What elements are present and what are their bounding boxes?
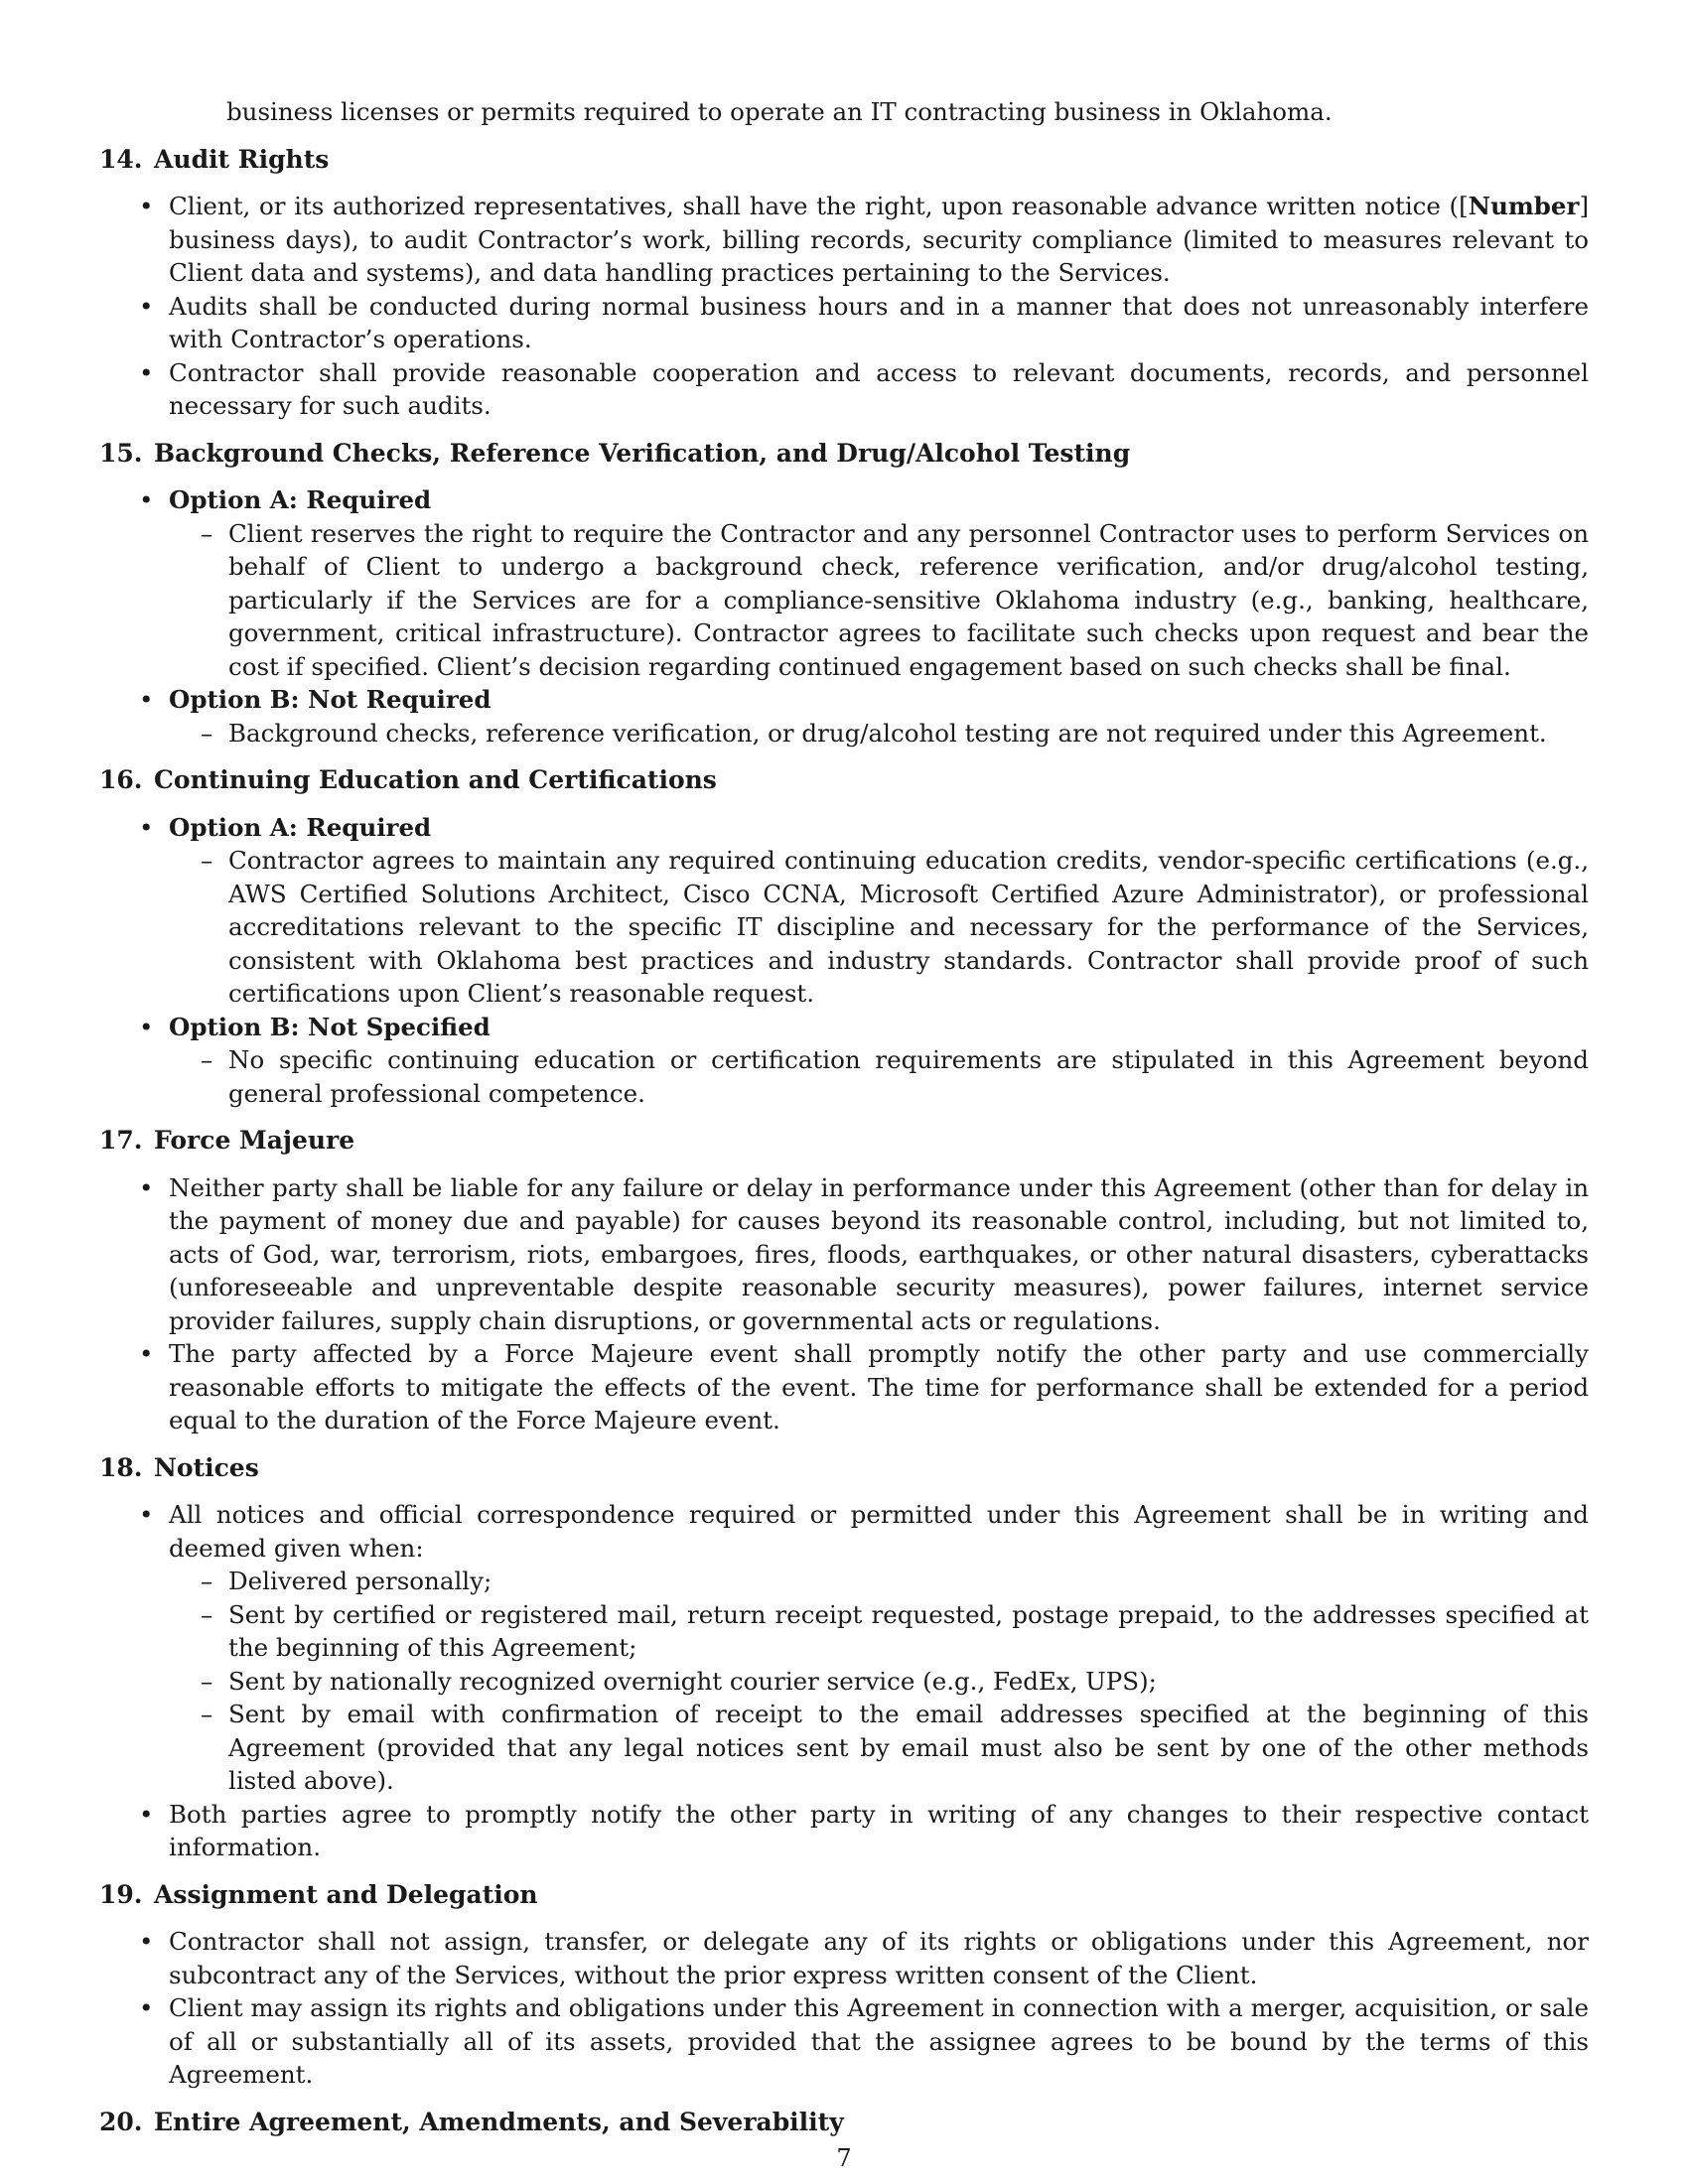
bullet-item: • Audits shall be conducted during normal business hours and in a manner that does not unreasonably interfere with Contractor’s operations.	[99, 290, 1589, 356]
section-14-heading	[99, 143, 1589, 177]
section-15-list	[99, 483, 1589, 750]
option-label: Option A: Required	[169, 812, 432, 842]
sub-list	[169, 844, 1589, 1011]
section-20-heading	[99, 2106, 1589, 2139]
section-number: 16.	[99, 765, 143, 794]
bullet-item: • The party affected by a Force Majeure event shall promptly notify the other party and use commercially reasonable efforts to mitigate the effects of the event. The time for performance shall be extended for a period equal to the duration of the Force Majeure event.	[99, 1337, 1589, 1437]
dash-item: – Sent by certified or registered mail, return receipt requested, postage prepaid, to the addresses specified at the beginning of this Agreement;	[169, 1598, 1589, 1665]
dash-item: – Background checks, reference verification, or drug/alcohol testing are not required under this Agreement.	[169, 717, 1589, 751]
placeholder-number: Number	[1468, 192, 1580, 220]
dash-item: – Contractor agrees to maintain any required continuing education credits, vendor-specific certifications (e.g., AWS Certified Solutions Architect, Cisco CCNA, Microsoft Certified Azure Administrator), or professional accreditations relevant to the specific IT discipline and necessary for the performance of the Services, consistent with Oklahoma best practices and industry standards. Contractor shall provide proof of such certifications upon Client’s reasonable request.	[169, 844, 1589, 1011]
section-17-list	[99, 1171, 1589, 1437]
dash-item: – Client reserves the right to require the Contractor and any personnel Contractor uses to perform Services on behalf of Client to undergo a background check, reference verification, and/or drug/alcohol testing, particularly if the Services are for a compliance-sensitive Oklahoma industry (e.g., banking, healthcare, government, critical infrastructure). Contractor agrees to facilitate such checks upon request and bear the cost if specified. Client’s decision regarding continued engagement based on such checks shall be final.	[169, 517, 1589, 684]
section-title: Assignment and Delegation	[154, 1879, 538, 1909]
section-18-list	[99, 1498, 1589, 1864]
option-b-item	[99, 1011, 1589, 1111]
section-number: 14.	[99, 144, 143, 174]
section-title: Audit Rights	[154, 144, 330, 174]
section-title: Background Checks, Reference Verification, and Drug/Alcohol Testing	[154, 438, 1131, 468]
bullet-item	[99, 190, 1589, 290]
section-number: 18.	[99, 1452, 143, 1482]
text-run: Client, or its authorized representatives, shall have the right, upon reasonable advance written notice ([	[169, 192, 1469, 220]
option-b-item	[99, 683, 1589, 750]
section-title: Continuing Education and Certifications	[154, 765, 717, 794]
bullet-item: • Client may assign its rights and obligations under this Agreement in connection with a merger, acquisition, or sale of all or substantially all of its assets, provided that the assignee agrees to be bound by the terms of this Agreement.	[99, 1991, 1589, 2092]
option-label: Option B: Not Specified	[169, 1012, 491, 1041]
dash-item: – No specific continuing education or certification requirements are stipulated in this Agreement beyond general professional competence.	[169, 1043, 1589, 1110]
text-run: ] business days), to audit Contractor’s work, billing records, security compliance (limited to measures relevant to Client data and systems), and data handling practices pertaining to the Services.	[169, 192, 1589, 287]
section-15-heading	[99, 437, 1589, 471]
bullet-item	[99, 1498, 1589, 1798]
section-number: 15.	[99, 438, 143, 468]
section-14-list	[99, 190, 1589, 423]
option-a-item	[99, 483, 1589, 683]
sub-list	[169, 717, 1589, 751]
section-16-heading	[99, 763, 1589, 797]
option-a-item	[99, 811, 1589, 1011]
sub-list	[169, 517, 1589, 684]
bullet-item: • Both parties agree to promptly notify the other party in writing of any changes to their respective contact information.	[99, 1798, 1589, 1864]
carryover-text: business licenses or permits required to operate an IT contracting business in Oklahoma.	[226, 97, 1333, 126]
section-number: 20.	[99, 2107, 143, 2136]
section-title: Notices	[154, 1452, 259, 1482]
section-18-heading	[99, 1451, 1589, 1485]
section-title: Entire Agreement, Amendments, and Severability	[154, 2107, 844, 2136]
dash-item: – Sent by email with confirmation of receipt to the email addresses specified at the beginning of this Agreement (provided that any legal notices sent by email must also be sent by one of the other methods listed above).	[169, 1698, 1589, 1798]
section-19-heading	[99, 1878, 1589, 1912]
dash-item: – Sent by nationally recognized overnight courier service (e.g., FedEx, UPS);	[169, 1665, 1589, 1699]
bullet-item: • Contractor shall not assign, transfer, or delegate any of its rights or obligations under this Agreement, nor subcontract any of the Services, without the prior express written consent of the Client.	[99, 1925, 1589, 1991]
sub-list	[169, 1565, 1589, 1798]
bullet-text: All notices and official correspondence required or permitted under this Agreement shall be in writing and deemed given when:	[169, 1500, 1589, 1563]
dash-item: – Delivered personally;	[169, 1565, 1589, 1598]
section-title: Force Majeure	[154, 1126, 355, 1155]
page-number: 7	[836, 2144, 852, 2172]
option-label: Option B: Not Required	[169, 685, 492, 714]
sub-list	[169, 1043, 1589, 1110]
section-number: 19.	[99, 1879, 143, 1909]
document-page	[99, 95, 1589, 2152]
section-17-heading	[99, 1124, 1589, 1158]
option-label: Option A: Required	[169, 485, 432, 514]
section-number: 17.	[99, 1126, 143, 1155]
section-16-list	[99, 811, 1589, 1111]
section-19-list	[99, 1925, 1589, 2092]
bullet-item: • Neither party shall be liable for any failure or delay in performance under this Agreement (other than for delay in the payment of money due and payable) for causes beyond its reasonable control, including, but not limited to, acts of God, war, terrorism, riots, embargoes, fires, floods, earthquakes, or other natural disasters, cyberattacks (unforeseeable and unpreventable despite reasonable security measures), power failures, internet service provider failures, supply chain disruptions, or governmental acts or regulations.	[99, 1171, 1589, 1338]
bullet-item: • Contractor shall provide reasonable cooperation and access to relevant documents, records, and personnel necessary for such audits.	[99, 356, 1589, 423]
